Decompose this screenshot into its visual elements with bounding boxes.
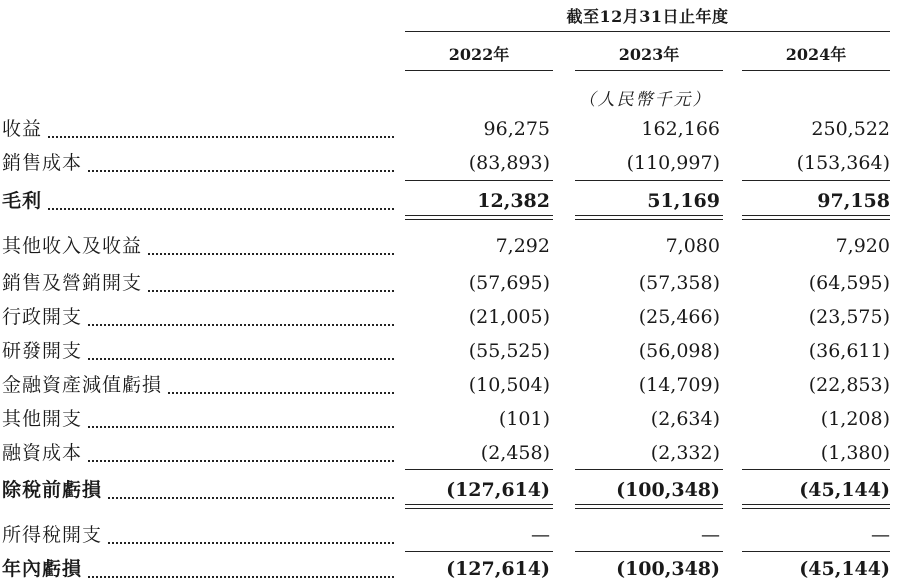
row-other-income <box>0 229 900 263</box>
value-2023: — <box>701 524 720 546</box>
value-2024: (64,595) <box>808 272 890 294</box>
total-double-rule <box>742 504 890 509</box>
subtotal-rule <box>405 180 553 181</box>
value-2022: — <box>531 524 550 546</box>
row-impairment <box>0 368 900 402</box>
value-2022: (127,614) <box>446 558 550 580</box>
row-gross-profit <box>0 184 900 218</box>
value-2022: (10,504) <box>468 374 550 396</box>
period-header: 截至12月31日止年度 <box>566 7 729 26</box>
row-label: 毛利 <box>2 190 46 212</box>
row-administrative <box>0 300 900 334</box>
row-label: 銷售成本 <box>2 152 86 174</box>
value-2022: (2,458) <box>480 442 550 464</box>
row-revenue <box>0 112 900 146</box>
total-double-rule <box>405 215 553 220</box>
row-label: 融資成本 <box>2 442 86 464</box>
subtotal-rule <box>742 469 890 470</box>
value-2024: (1,208) <box>820 408 890 430</box>
row-label: 其他收入及收益 <box>2 235 146 257</box>
subtotal-rule <box>575 180 723 181</box>
row-selling-marketing <box>0 266 900 300</box>
value-2023: (100,348) <box>616 558 720 580</box>
year-2024-header: 2024年 <box>785 45 847 64</box>
value-2023: (14,709) <box>638 374 720 396</box>
year-2022-rule <box>405 70 553 71</box>
row-label: 除稅前虧損 <box>2 479 106 501</box>
row-label: 銷售及營銷開支 <box>2 272 146 294</box>
row-finance-costs <box>0 436 900 470</box>
value-2022: 96,275 <box>483 118 550 140</box>
value-2022: (101) <box>498 408 550 430</box>
value-2022: 12,382 <box>477 190 550 212</box>
value-2023: 7,080 <box>665 235 720 257</box>
total-double-rule <box>575 215 723 220</box>
row-label: 其他開支 <box>2 408 86 430</box>
total-double-rule <box>405 504 553 509</box>
value-2024: 250,522 <box>811 118 890 140</box>
year-2023-rule <box>575 70 723 71</box>
value-2024: (1,380) <box>820 442 890 464</box>
year-2024-rule <box>742 70 890 71</box>
value-2023: (2,634) <box>650 408 720 430</box>
row-income-tax <box>0 518 900 552</box>
currency-unit: （人民幣千元） <box>578 90 712 110</box>
value-2023: (57,358) <box>638 272 720 294</box>
value-2022: (21,005) <box>468 306 550 328</box>
row-label: 收益 <box>2 118 46 140</box>
row-cost-of-sales <box>0 146 900 180</box>
value-2024: (22,853) <box>808 374 890 396</box>
value-2024: — <box>871 524 890 546</box>
value-2023: (100,348) <box>616 479 720 501</box>
value-2023: (110,997) <box>626 152 720 174</box>
value-2023: 51,169 <box>647 190 720 212</box>
row-label: 年內虧損 <box>2 558 86 580</box>
value-2023: (2,332) <box>650 442 720 464</box>
row-label: 研發開支 <box>2 340 86 362</box>
value-2022: (57,695) <box>468 272 550 294</box>
value-2024: (153,364) <box>796 152 890 174</box>
subtotal-rule <box>575 469 723 470</box>
row-label: 金融資產減值虧損 <box>2 374 166 396</box>
value-2023: (25,466) <box>638 306 720 328</box>
value-2024: 7,920 <box>835 235 890 257</box>
period-header-rule <box>405 31 890 32</box>
value-2024: (23,575) <box>808 306 890 328</box>
value-2024: (45,144) <box>799 558 890 580</box>
value-2024: 97,158 <box>817 190 890 212</box>
value-2023: (56,098) <box>638 340 720 362</box>
value-2024: (36,611) <box>808 340 890 362</box>
value-2024: (45,144) <box>799 479 890 501</box>
value-2022: 7,292 <box>495 235 550 257</box>
value-2022: (127,614) <box>446 479 550 501</box>
value-2023: 162,166 <box>641 118 720 140</box>
subtotal-rule <box>742 180 890 181</box>
row-rnd <box>0 334 900 368</box>
row-label: 所得稅開支 <box>2 524 106 546</box>
row-loss-for-year <box>0 552 900 586</box>
row-label: 行政開支 <box>2 306 86 328</box>
year-2023-header: 2023年 <box>618 45 680 64</box>
value-2022: (55,525) <box>468 340 550 362</box>
subtotal-rule <box>405 469 553 470</box>
total-double-rule <box>742 215 890 220</box>
value-2022: (83,893) <box>468 152 550 174</box>
row-loss-before-tax <box>0 473 900 507</box>
row-other-expenses <box>0 402 900 436</box>
year-2022-header: 2022年 <box>448 45 510 64</box>
total-double-rule <box>575 504 723 509</box>
